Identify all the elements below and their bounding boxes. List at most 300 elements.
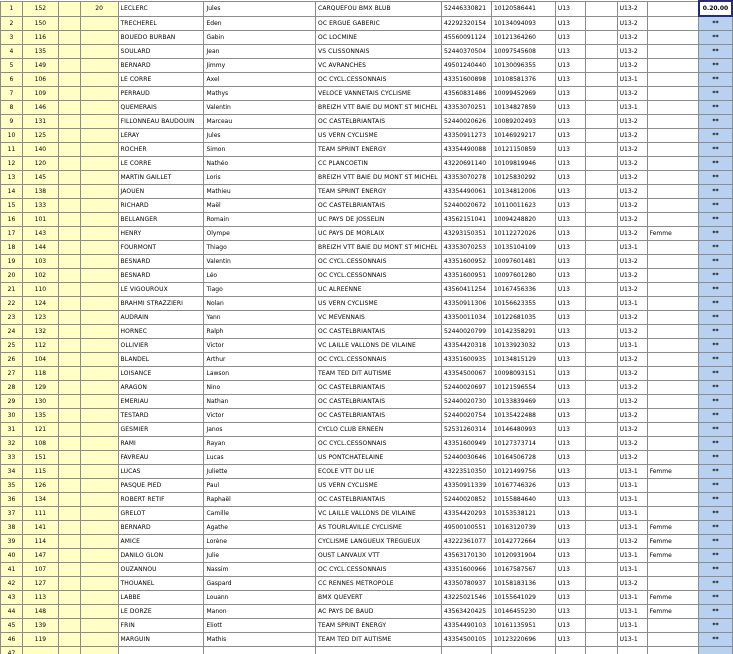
cell-club[interactable]: OC CYCL.CESSONNAIS — [316, 255, 442, 269]
cell-lastname[interactable]: BRAHMI STRAZZIERI — [118, 297, 204, 311]
cell-empty[interactable] — [58, 577, 80, 591]
cell-result[interactable]: ** — [699, 521, 732, 535]
cell-club[interactable]: OC CASTELBRIANTAIS — [316, 115, 442, 129]
cell-uci-id[interactable]: 10167587567 — [491, 563, 555, 577]
cell-gender[interactable] — [647, 577, 699, 591]
cell-rank[interactable]: 34 — [1, 465, 23, 479]
cell-empty[interactable] — [58, 311, 80, 325]
cell-uci-id[interactable]: 10135422488 — [491, 409, 555, 423]
cell-category[interactable]: U13 — [555, 87, 585, 101]
cell-category[interactable]: U13 — [555, 16, 585, 31]
cell-empty[interactable] — [585, 1, 617, 16]
cell-result[interactable]: ** — [699, 535, 732, 549]
cell-category[interactable]: U13 — [555, 409, 585, 423]
cell-bib[interactable]: 138 — [22, 185, 58, 199]
cell-bib[interactable]: 146 — [22, 101, 58, 115]
cell-empty[interactable] — [58, 129, 80, 143]
cell-subcategory[interactable]: U13-1 — [617, 465, 647, 479]
cell-empty[interactable] — [58, 255, 80, 269]
cell-lastname[interactable] — [118, 647, 204, 654]
cell-lastname[interactable]: BELLANGER — [118, 213, 204, 227]
cell-empty[interactable] — [58, 227, 80, 241]
cell-lastname[interactable]: EMERIAU — [118, 395, 204, 409]
cell-bib[interactable]: 134 — [22, 493, 58, 507]
cell-club[interactable] — [316, 647, 442, 654]
cell-result[interactable]: ** — [699, 171, 732, 185]
cell-extra[interactable] — [80, 479, 118, 493]
cell-uci-id[interactable]: 10135104109 — [491, 241, 555, 255]
cell-extra[interactable] — [80, 591, 118, 605]
cell-uci-id[interactable]: 10146455230 — [491, 605, 555, 619]
cell-subcategory[interactable]: U13-2 — [617, 115, 647, 129]
cell-category[interactable]: U13 — [555, 241, 585, 255]
cell-extra[interactable] — [80, 549, 118, 563]
cell-category[interactable]: U13 — [555, 605, 585, 619]
cell-result[interactable]: ** — [699, 423, 732, 437]
cell-subcategory[interactable]: U13-2 — [617, 381, 647, 395]
cell-license[interactable]: 45560091124 — [442, 31, 492, 45]
cell-category[interactable]: U13 — [555, 353, 585, 367]
cell-license[interactable]: 43223510350 — [442, 465, 492, 479]
cell-empty[interactable] — [585, 45, 617, 59]
cell-club[interactable]: BMX QUEVERT — [316, 591, 442, 605]
cell-empty[interactable] — [58, 535, 80, 549]
cell-subcategory[interactable]: U13-1 — [617, 493, 647, 507]
cell-gender[interactable]: Femme — [647, 535, 699, 549]
cell-lastname[interactable]: BESNARD — [118, 255, 204, 269]
cell-bib[interactable]: 141 — [22, 521, 58, 535]
cell-category[interactable]: U13 — [555, 45, 585, 59]
cell-club[interactable]: OC CYCL.CESSONNAIS — [316, 563, 442, 577]
cell-rank[interactable]: 2 — [1, 16, 23, 31]
cell-subcategory[interactable]: U13-2 — [617, 325, 647, 339]
cell-rank[interactable]: 4 — [1, 45, 23, 59]
cell-bib[interactable]: 125 — [22, 129, 58, 143]
cell-subcategory[interactable]: U13-1 — [617, 605, 647, 619]
cell-license[interactable] — [442, 647, 492, 654]
cell-result[interactable]: ** — [699, 451, 732, 465]
cell-bib[interactable]: 115 — [22, 465, 58, 479]
cell-empty[interactable] — [58, 45, 80, 59]
cell-bib[interactable]: 111 — [22, 507, 58, 521]
cell-category[interactable]: U13 — [555, 129, 585, 143]
cell-empty[interactable] — [585, 16, 617, 31]
cell-firstname[interactable]: Nathan — [204, 395, 316, 409]
cell-bib[interactable]: 112 — [22, 339, 58, 353]
cell-extra[interactable] — [80, 311, 118, 325]
cell-result[interactable]: ** — [699, 143, 732, 157]
cell-subcategory[interactable]: U13-1 — [617, 241, 647, 255]
cell-license[interactable]: 42292320154 — [442, 16, 492, 31]
cell-category[interactable]: U13 — [555, 31, 585, 45]
cell-subcategory[interactable]: U13-2 — [617, 59, 647, 73]
cell-extra[interactable] — [80, 199, 118, 213]
cell-result[interactable]: ** — [699, 213, 732, 227]
cell-category[interactable]: U13 — [555, 423, 585, 437]
cell-result[interactable]: ** — [699, 395, 732, 409]
cell-gender[interactable] — [647, 339, 699, 353]
cell-firstname[interactable]: Victor — [204, 339, 316, 353]
cell-extra[interactable] — [80, 381, 118, 395]
cell-club[interactable]: OC CASTELBRIANTAIS — [316, 409, 442, 423]
cell-extra[interactable] — [80, 577, 118, 591]
cell-extra[interactable] — [80, 16, 118, 31]
cell-bib[interactable]: 113 — [22, 591, 58, 605]
cell-firstname[interactable]: Mathys — [204, 87, 316, 101]
cell-empty[interactable] — [585, 87, 617, 101]
cell-category[interactable]: U13 — [555, 563, 585, 577]
cell-extra[interactable] — [80, 185, 118, 199]
cell-lastname[interactable]: TRECHEREL — [118, 16, 204, 31]
cell-result[interactable]: ** — [699, 591, 732, 605]
cell-club[interactable]: OC CASTELBRIANTAIS — [316, 395, 442, 409]
cell-empty[interactable] — [585, 143, 617, 157]
cell-result[interactable]: ** — [699, 87, 732, 101]
cell-lastname[interactable]: BOUEDO BURBAN — [118, 31, 204, 45]
cell-category[interactable]: U13 — [555, 101, 585, 115]
cell-club[interactable]: UC ALREENNE — [316, 283, 442, 297]
cell-lastname[interactable]: MARTIN GAILLET — [118, 171, 204, 185]
cell-bib[interactable]: 151 — [22, 451, 58, 465]
cell-club[interactable]: OC CYCL.CESSONNAIS — [316, 73, 442, 87]
cell-firstname[interactable] — [204, 647, 316, 654]
cell-club[interactable]: VC LAILLE VALLONS DE VILAINE — [316, 507, 442, 521]
cell-subcategory[interactable]: U13-2 — [617, 395, 647, 409]
cell-extra[interactable] — [80, 325, 118, 339]
cell-lastname[interactable]: SOULARD — [118, 45, 204, 59]
cell-lastname[interactable]: LERAY — [118, 129, 204, 143]
cell-result[interactable]: ** — [699, 381, 732, 395]
cell-gender[interactable] — [647, 241, 699, 255]
cell-firstname[interactable]: Romain — [204, 213, 316, 227]
cell-subcategory[interactable]: U13-2 — [617, 423, 647, 437]
cell-empty[interactable] — [58, 479, 80, 493]
cell-extra[interactable] — [80, 297, 118, 311]
cell-license[interactable]: 43354420318 — [442, 339, 492, 353]
cell-gender[interactable] — [647, 185, 699, 199]
cell-lastname[interactable]: PASQUE PIED — [118, 479, 204, 493]
cell-extra[interactable] — [80, 339, 118, 353]
cell-result[interactable]: ** — [699, 619, 732, 633]
cell-club[interactable]: UC PAYS DE MORLAIX — [316, 227, 442, 241]
cell-gender[interactable] — [647, 297, 699, 311]
cell-license[interactable]: 52531260314 — [442, 423, 492, 437]
cell-uci-id[interactable]: 10127373714 — [491, 437, 555, 451]
cell-empty[interactable] — [58, 241, 80, 255]
cell-empty[interactable] — [585, 395, 617, 409]
cell-lastname[interactable]: TESTARD — [118, 409, 204, 423]
cell-empty[interactable] — [585, 311, 617, 325]
cell-empty[interactable] — [585, 297, 617, 311]
cell-empty[interactable] — [58, 185, 80, 199]
cell-result[interactable]: ** — [699, 101, 732, 115]
cell-result[interactable]: ** — [699, 269, 732, 283]
cell-firstname[interactable]: Jules — [204, 1, 316, 16]
cell-uci-id[interactable]: 10167456336 — [491, 283, 555, 297]
cell-gender[interactable] — [647, 493, 699, 507]
cell-empty[interactable] — [58, 213, 80, 227]
cell-bib[interactable]: 147 — [22, 549, 58, 563]
cell-extra[interactable] — [80, 31, 118, 45]
cell-extra[interactable] — [80, 605, 118, 619]
cell-rank[interactable]: 41 — [1, 563, 23, 577]
cell-license[interactable]: 52440020672 — [442, 199, 492, 213]
cell-bib[interactable]: 121 — [22, 423, 58, 437]
cell-result[interactable]: ** — [699, 59, 732, 73]
cell-firstname[interactable]: Julie — [204, 549, 316, 563]
cell-empty[interactable] — [585, 479, 617, 493]
cell-category[interactable]: U13 — [555, 395, 585, 409]
cell-lastname[interactable]: AMICE — [118, 535, 204, 549]
cell-club[interactable]: AS TOURLAVILLE CYCLISME — [316, 521, 442, 535]
cell-empty[interactable] — [58, 381, 80, 395]
cell-category[interactable]: U13 — [555, 549, 585, 563]
cell-license[interactable]: 43293150351 — [442, 227, 492, 241]
cell-bib[interactable]: 150 — [22, 16, 58, 31]
cell-bib[interactable]: 102 — [22, 269, 58, 283]
cell-lastname[interactable]: OUZANNOU — [118, 563, 204, 577]
cell-uci-id[interactable]: 10164506728 — [491, 451, 555, 465]
cell-result[interactable]: ** — [699, 409, 732, 423]
cell-empty[interactable] — [58, 367, 80, 381]
cell-empty[interactable] — [58, 423, 80, 437]
cell-rank[interactable]: 36 — [1, 493, 23, 507]
cell-gender[interactable] — [647, 479, 699, 493]
cell-club[interactable]: TEAM SPRINT ENERGY — [316, 143, 442, 157]
cell-firstname[interactable]: Thiago — [204, 241, 316, 255]
cell-rank[interactable]: 37 — [1, 507, 23, 521]
cell-club[interactable]: VC AVRANCHES — [316, 59, 442, 73]
cell-club[interactable]: CARQUEFOU BMX BLUB — [316, 1, 442, 16]
cell-lastname[interactable]: PERRAUD — [118, 87, 204, 101]
cell-firstname[interactable]: Nathéo — [204, 157, 316, 171]
cell-license[interactable]: 43351600952 — [442, 255, 492, 269]
cell-license[interactable]: 43350911339 — [442, 479, 492, 493]
cell-rank[interactable]: 32 — [1, 437, 23, 451]
cell-gender[interactable] — [647, 619, 699, 633]
cell-uci-id[interactable]: 10133923032 — [491, 339, 555, 353]
cell-uci-id[interactable]: 10146480993 — [491, 423, 555, 437]
cell-license[interactable]: 43350911306 — [442, 297, 492, 311]
cell-gender[interactable] — [647, 283, 699, 297]
cell-empty[interactable] — [585, 31, 617, 45]
cell-bib[interactable]: 119 — [22, 633, 58, 647]
cell-rank[interactable]: 18 — [1, 241, 23, 255]
cell-bib[interactable]: 149 — [22, 59, 58, 73]
cell-bib[interactable]: 131 — [22, 115, 58, 129]
cell-subcategory[interactable]: U13-2 — [617, 45, 647, 59]
cell-lastname[interactable]: FOURMONT — [118, 241, 204, 255]
cell-rank[interactable]: 43 — [1, 591, 23, 605]
cell-category[interactable]: U13 — [555, 213, 585, 227]
cell-license[interactable]: 43351600949 — [442, 437, 492, 451]
cell-empty[interactable] — [58, 199, 80, 213]
cell-uci-id[interactable]: 10121364260 — [491, 31, 555, 45]
cell-bib[interactable]: 143 — [22, 227, 58, 241]
cell-club[interactable]: CYCLO CLUB ERNEEN — [316, 423, 442, 437]
cell-empty[interactable] — [58, 353, 80, 367]
cell-license[interactable]: 43220691140 — [442, 157, 492, 171]
cell-license[interactable]: 52440030646 — [442, 451, 492, 465]
cell-extra[interactable] — [80, 115, 118, 129]
cell-subcategory[interactable]: U13-1 — [617, 521, 647, 535]
cell-subcategory[interactable]: U13-1 — [617, 479, 647, 493]
cell-extra[interactable] — [80, 437, 118, 451]
cell-gender[interactable] — [647, 423, 699, 437]
cell-subcategory[interactable]: U13-2 — [617, 16, 647, 31]
cell-subcategory[interactable]: U13-2 — [617, 87, 647, 101]
cell-license[interactable]: 43351600935 — [442, 353, 492, 367]
cell-extra[interactable]: 20 — [80, 1, 118, 16]
cell-bib[interactable]: 132 — [22, 325, 58, 339]
cell-lastname[interactable]: DANILO GLON — [118, 549, 204, 563]
cell-result[interactable]: ** — [699, 241, 732, 255]
cell-empty[interactable] — [585, 647, 617, 654]
cell-firstname[interactable]: Lawson — [204, 367, 316, 381]
cell-bib[interactable]: 130 — [22, 395, 58, 409]
cell-subcategory[interactable]: U13-2 — [617, 283, 647, 297]
cell-subcategory[interactable]: U13-1 — [617, 633, 647, 647]
cell-result[interactable]: ** — [699, 45, 732, 59]
cell-uci-id[interactable]: 10120931904 — [491, 549, 555, 563]
cell-empty[interactable] — [585, 129, 617, 143]
cell-gender[interactable]: Femme — [647, 605, 699, 619]
cell-rank[interactable]: 20 — [1, 269, 23, 283]
cell-lastname[interactable]: ROBERT RETIF — [118, 493, 204, 507]
cell-empty[interactable] — [58, 605, 80, 619]
cell-category[interactable]: U13 — [555, 311, 585, 325]
cell-lastname[interactable]: QUEMERAIS — [118, 101, 204, 115]
cell-license[interactable]: 43560411254 — [442, 283, 492, 297]
cell-subcategory[interactable]: U13-2 — [617, 535, 647, 549]
cell-category[interactable]: U13 — [555, 269, 585, 283]
cell-empty[interactable] — [58, 1, 80, 16]
cell-empty[interactable] — [585, 199, 617, 213]
cell-subcategory[interactable]: U13-2 — [617, 1, 647, 16]
cell-bib[interactable] — [22, 647, 58, 654]
cell-rank[interactable]: 35 — [1, 479, 23, 493]
cell-club[interactable]: OC CYCL.CESSONNAIS — [316, 437, 442, 451]
cell-empty[interactable] — [585, 549, 617, 563]
cell-uci-id[interactable]: 10097545608 — [491, 45, 555, 59]
cell-empty[interactable] — [585, 157, 617, 171]
cell-license[interactable]: 43350911273 — [442, 129, 492, 143]
cell-club[interactable]: TEAM SPRINT ENERGY — [316, 185, 442, 199]
cell-firstname[interactable]: Lucas — [204, 451, 316, 465]
cell-category[interactable]: U13 — [555, 283, 585, 297]
cell-rank[interactable]: 30 — [1, 409, 23, 423]
cell-empty[interactable] — [58, 115, 80, 129]
cell-result[interactable]: ** — [699, 16, 732, 31]
cell-empty[interactable] — [58, 507, 80, 521]
cell-uci-id[interactable]: 10158183136 — [491, 577, 555, 591]
cell-firstname[interactable]: Nino — [204, 381, 316, 395]
cell-empty[interactable] — [585, 227, 617, 241]
cell-uci-id[interactable]: 10134812006 — [491, 185, 555, 199]
cell-gender[interactable] — [647, 367, 699, 381]
cell-firstname[interactable]: Manon — [204, 605, 316, 619]
cell-license[interactable]: 43354500105 — [442, 633, 492, 647]
cell-lastname[interactable]: BESNARD — [118, 269, 204, 283]
cell-gender[interactable]: Femme — [647, 465, 699, 479]
cell-category[interactable]: U13 — [555, 451, 585, 465]
cell-license[interactable]: 43351600951 — [442, 269, 492, 283]
cell-club[interactable]: US VERN CYCLISME — [316, 479, 442, 493]
cell-firstname[interactable]: Marceau — [204, 115, 316, 129]
cell-extra[interactable] — [80, 563, 118, 577]
cell-club[interactable]: US VERN CYCLISME — [316, 297, 442, 311]
cell-license[interactable]: 49500100551 — [442, 521, 492, 535]
cell-license[interactable]: 52440020730 — [442, 395, 492, 409]
cell-bib[interactable]: 123 — [22, 311, 58, 325]
cell-rank[interactable]: 16 — [1, 213, 23, 227]
cell-lastname[interactable]: ARAGON — [118, 381, 204, 395]
cell-lastname[interactable]: MARGUIN — [118, 633, 204, 647]
cell-empty[interactable] — [58, 283, 80, 297]
cell-club[interactable]: VELOCE VANNETAIS CYCLISME — [316, 87, 442, 101]
cell-rank[interactable]: 23 — [1, 311, 23, 325]
cell-bib[interactable]: 107 — [22, 563, 58, 577]
cell-rank[interactable]: 46 — [1, 633, 23, 647]
cell-subcategory[interactable]: U13-1 — [617, 549, 647, 563]
cell-lastname[interactable]: LOISANCE — [118, 367, 204, 381]
cell-extra[interactable] — [80, 59, 118, 73]
cell-empty[interactable] — [585, 605, 617, 619]
cell-license[interactable]: 43351600898 — [442, 73, 492, 87]
cell-gender[interactable] — [647, 381, 699, 395]
cell-bib[interactable]: 127 — [22, 577, 58, 591]
cell-result[interactable]: ** — [699, 465, 732, 479]
cell-subcategory[interactable]: U13-2 — [617, 213, 647, 227]
cell-category[interactable]: U13 — [555, 227, 585, 241]
cell-extra[interactable] — [80, 493, 118, 507]
cell-category[interactable]: U13 — [555, 479, 585, 493]
cell-uci-id[interactable]: 10097601280 — [491, 269, 555, 283]
cell-uci-id[interactable]: 10094248820 — [491, 213, 555, 227]
cell-empty[interactable] — [585, 451, 617, 465]
cell-result[interactable]: ** — [699, 437, 732, 451]
cell-lastname[interactable]: LUCAS — [118, 465, 204, 479]
cell-gender[interactable] — [647, 311, 699, 325]
cell-firstname[interactable]: Mathis — [204, 633, 316, 647]
cell-empty[interactable] — [585, 339, 617, 353]
cell-uci-id[interactable]: 10155641029 — [491, 591, 555, 605]
cell-rank[interactable]: 45 — [1, 619, 23, 633]
cell-rank[interactable]: 42 — [1, 577, 23, 591]
cell-empty[interactable] — [58, 143, 80, 157]
cell-gender[interactable] — [647, 129, 699, 143]
cell-club[interactable]: CYCLISME LANGUEUX TREGUEUX — [316, 535, 442, 549]
cell-category[interactable]: U13 — [555, 73, 585, 87]
cell-empty[interactable] — [585, 409, 617, 423]
cell-rank[interactable]: 14 — [1, 185, 23, 199]
cell-license[interactable]: 49501240440 — [442, 59, 492, 73]
cell-extra[interactable] — [80, 283, 118, 297]
cell-license[interactable]: 52440020626 — [442, 115, 492, 129]
cell-empty[interactable] — [58, 633, 80, 647]
cell-empty[interactable] — [58, 451, 80, 465]
cell-lastname[interactable]: LECLERC — [118, 1, 204, 16]
cell-firstname[interactable]: Victor — [204, 409, 316, 423]
cell-gender[interactable] — [647, 171, 699, 185]
cell-license[interactable]: 52440020852 — [442, 493, 492, 507]
cell-extra[interactable] — [80, 353, 118, 367]
cell-gender[interactable] — [647, 73, 699, 87]
cell-lastname[interactable]: THOUANEL — [118, 577, 204, 591]
cell-empty[interactable] — [585, 423, 617, 437]
cell-club[interactable]: CC PLANCOETIN — [316, 157, 442, 171]
cell-uci-id[interactable]: 10156623355 — [491, 297, 555, 311]
